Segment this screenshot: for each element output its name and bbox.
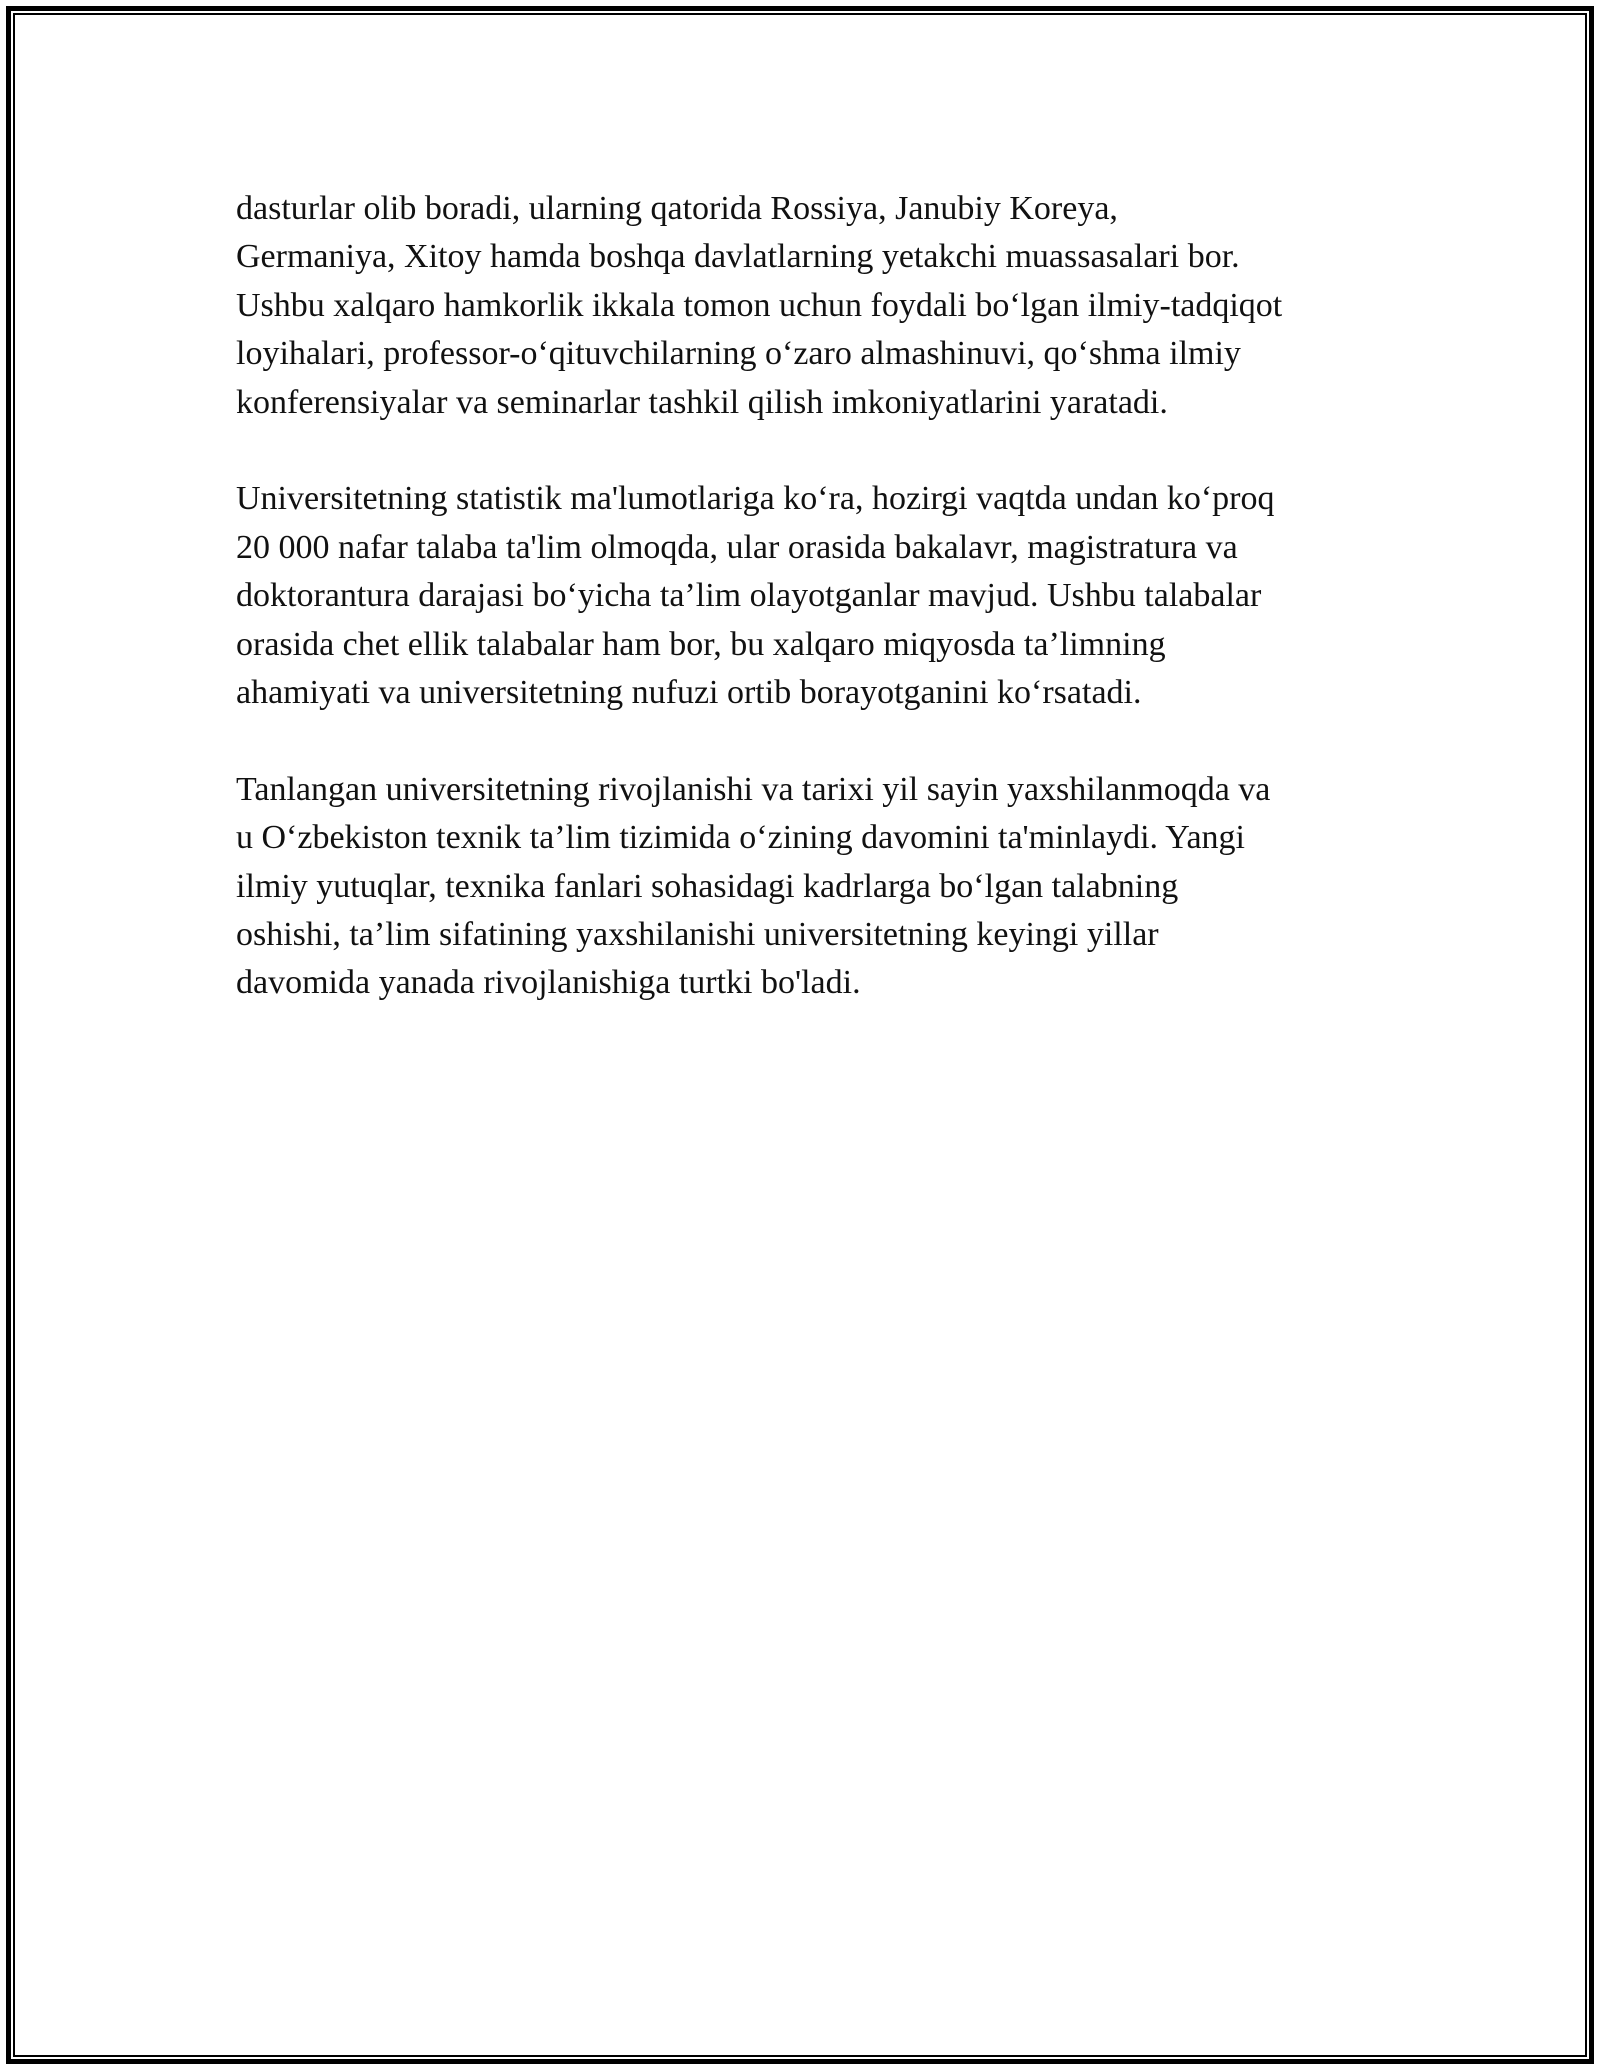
paragraph-2 <box>236 475 1376 717</box>
text-line: loyihalari, professor-o‘qituvchilarning o‘zaro almashinuvi, qo‘shma ilmiy <box>236 335 1241 373</box>
text-line: ahamiyati va universitetning nufuzi ortib borayotganini ko‘rsatadi. <box>236 674 1142 712</box>
text-line: dasturlar olib boradi, ularning qatorida Rossiya, Janubiy Koreya, <box>236 190 1118 227</box>
text-line: orasida chet ellik talabalar ham bor, bu xalqaro miqyosda ta’limning <box>236 625 1166 663</box>
text-line: Germaniya, Xitoy hamda boshqa davlatlarning yetakchi muassasalari bor. <box>236 238 1240 276</box>
paragraph-1 <box>236 185 1376 427</box>
text-line: Universitetning statistik ma'lumotlariga ko‘ra, hozirgi vaqtda undan ko‘proq <box>236 480 1275 518</box>
text-line: u O‘zbekiston texnik ta’lim tizimida o‘zining davomini ta'minlaydi. Yangi <box>236 819 1245 857</box>
text-line: oshishi, ta’lim sifatining yaxshilanishi universitetning keyingi yillar <box>236 916 1159 954</box>
text-line: konferensiyalar va seminarlar tashkil qilish imkoniyatlarini yaratadi. <box>236 383 1168 421</box>
text-line: davomida yanada rivojlanishiga turtki bo'ladi. <box>236 964 861 1002</box>
paragraph-3 <box>236 766 1376 1008</box>
text-line: Ushbu xalqaro hamkorlik ikkala tomon uchun foydali bo‘lgan ilmiy-tadqiqot <box>236 286 1283 324</box>
document-body <box>236 185 1376 1056</box>
text-line: Tanlangan universitetning rivojlanishi va tarixi yil sayin yaxshilanmoqda va <box>236 770 1271 808</box>
text-line: 20 000 nafar talaba ta'lim olmoqda, ular orasida bakalavr, magistratura va <box>236 528 1238 566</box>
text-line: doktorantura darajasi bo‘yicha ta’lim olayotganlar mavjud. Ushbu talabalar <box>236 577 1262 615</box>
text-line: ilmiy yutuqlar, texnika fanlari sohasidagi kadrlarga bo‘lgan talabning <box>236 867 1179 905</box>
